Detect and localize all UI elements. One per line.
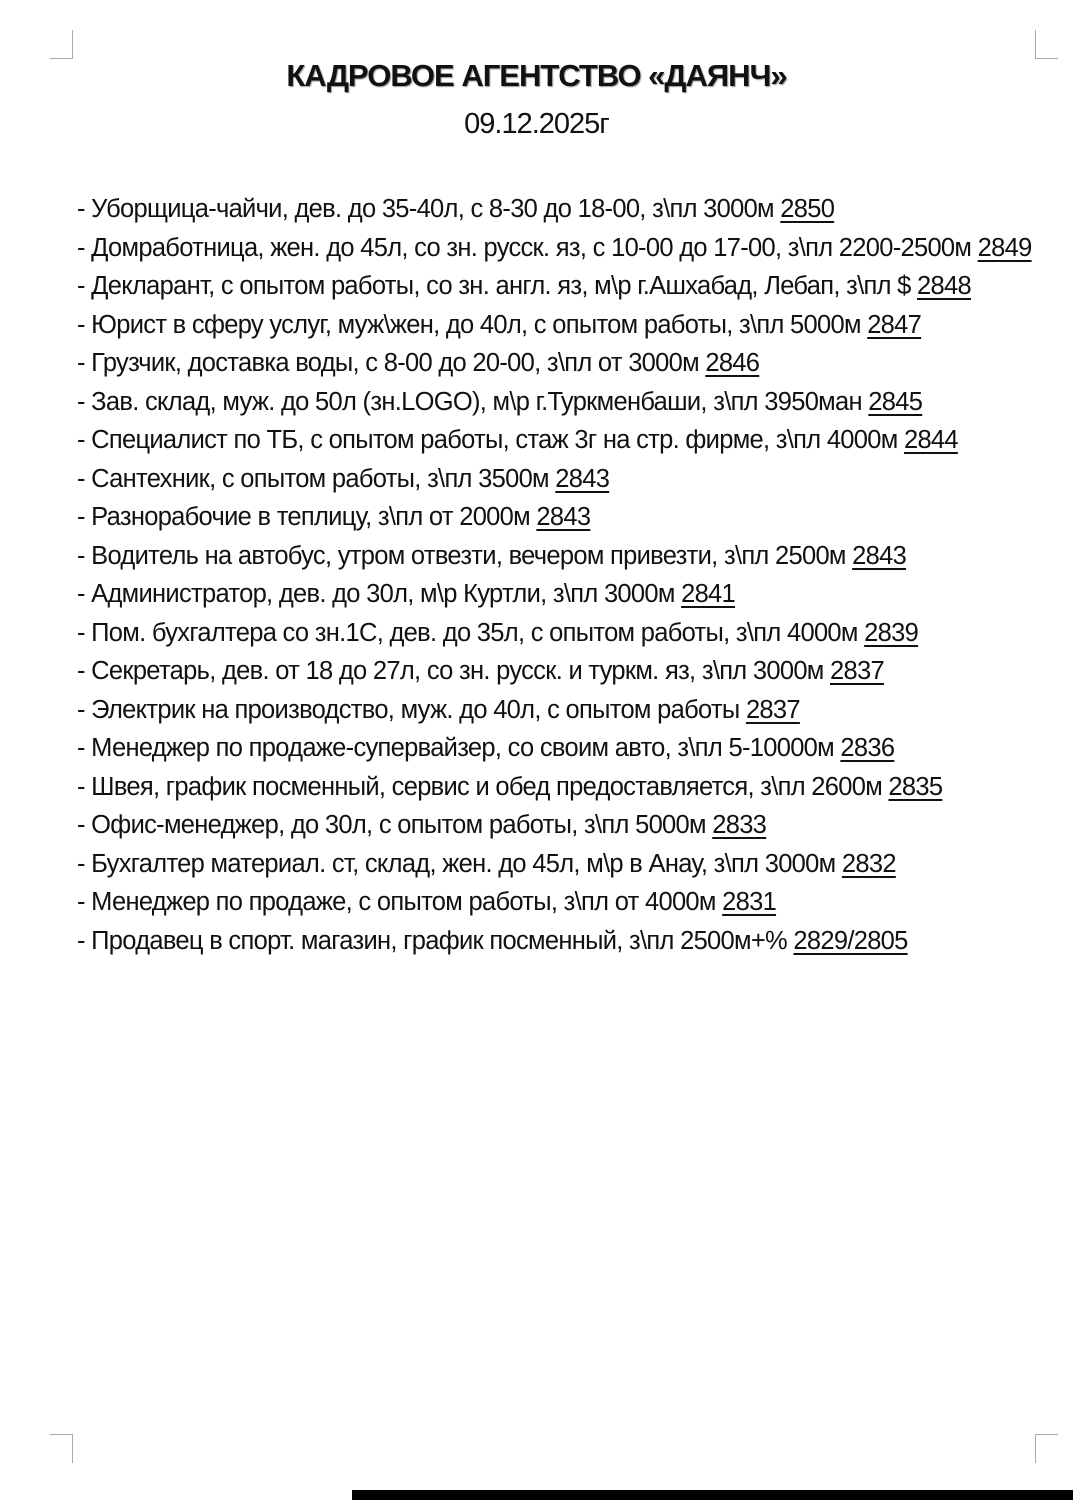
vacancy-text: - Зав. склад, муж. до 50л (зн.LOGO), м\р г.Туркменбаши, з\пл 3950ман — [77, 387, 869, 416]
vacancy-item — [77, 306, 1042, 345]
vacancy-item — [77, 190, 1042, 229]
vacancy-code: 2849 — [977, 233, 1032, 262]
vacancy-text: - Грузчик, доставка воды, с 8-00 до 20-00, з\пл от 3000м — [77, 349, 706, 377]
vacancy-item — [77, 460, 1042, 499]
vacancy-item — [77, 537, 1042, 576]
vacancy-text: - Юрист в сферу услуг, муж\жен, до 40л, с опытом работы, з\пл 5000м — [77, 310, 868, 339]
vacancy-text: - Декларант, с опытом работы, со зн. англ. яз, м\р г.Ашхабад, Лебап, з\пл $ — [77, 272, 918, 300]
page-corner-mark — [50, 30, 73, 59]
vacancy-text: - Сантехник, с опытом работы, з\пл 3500м — [77, 464, 556, 493]
vacancy-code: 2846 — [705, 349, 760, 377]
vacancy-code: 2845 — [868, 387, 923, 416]
vacancy-text: - Менеджер по продаже-супервайзер, со своим авто, з\пл 5-10000м — [77, 734, 841, 762]
vacancy-code: 2833 — [712, 811, 767, 839]
vacancy-code: 2850 — [780, 195, 835, 223]
vacancy-code: 2843 — [852, 541, 907, 570]
vacancy-code: 2847 — [867, 310, 922, 339]
vacancy-text: - Продавец в спорт. магазин, график посменный, з\пл 2500м+% — [77, 926, 794, 955]
vacancy-code: 2843 — [536, 503, 591, 531]
vacancy-item — [77, 498, 1042, 537]
vacancy-text: - Офис-менеджер, до 30л, с опытом работы, з\пл 5000м — [77, 811, 713, 839]
vacancy-text: - Пом. бухгалтера со зн.1С, дев. до 35л, с опытом работы, з\пл 4000м — [77, 618, 865, 647]
vacancy-text: - Уборщица-чайчи, дев. до 35-40л, с 8-30 до 18-00, з\пл 3000м — [77, 195, 781, 223]
document-title: КАДРОВОЕ АГЕНТСТВО «ДАЯНЧ» — [286, 58, 787, 93]
vacancy-text: - Секретарь, дев. от 18 до 27л, со зн. русск. и туркм. яз, з\пл 3000м — [77, 657, 831, 685]
vacancy-item — [77, 421, 1042, 460]
vacancy-text: - Электрик на производство, муж. до 40л, с опытом работы — [77, 695, 746, 724]
vacancy-code: 2837 — [830, 657, 884, 685]
vacancy-code: 2841 — [681, 580, 736, 608]
vacancy-item — [77, 652, 1042, 691]
vacancy-item — [77, 267, 1042, 306]
vacancy-code: 2832 — [841, 849, 896, 878]
vacancy-text: - Разнорабочие в теплицу, з\пл от 2000м — [77, 503, 537, 531]
vacancy-text: - Менеджер по продаже, с опытом работы, з\пл от 4000м — [77, 888, 723, 916]
document-date: 09.12.2025г — [464, 108, 609, 140]
vacancy-code: 2839 — [864, 618, 919, 647]
vacancy-text: - Домработница, жен. до 45л, со зн. русск. яз, с 10-00 до 17-00, з\пл 2200-2500м — [77, 233, 978, 262]
page-corner-mark — [50, 1434, 73, 1463]
vacancy-text: - Швея, график посменный, сервис и обед предоставляется, з\пл 2600м — [77, 772, 889, 801]
vacancy-item — [77, 614, 1042, 653]
vacancy-text: - Администратор, дев. до 30л, м\р Куртли, з\пл 3000м — [77, 580, 682, 608]
vacancy-code: 2829/2805 — [793, 926, 908, 955]
page-corner-mark — [1035, 30, 1058, 59]
vacancy-code: 2837 — [745, 695, 800, 724]
vacancy-text: - Специалист по ТБ, с опытом работы, стаж 3г на стр. фирме, з\пл 4000м — [77, 426, 904, 454]
vacancy-code: 2843 — [555, 464, 610, 493]
vacancy-item — [77, 845, 1042, 884]
vacancy-item — [77, 229, 1042, 268]
vacancy-code: 2831 — [722, 888, 777, 916]
vacancy-text: - Бухгалтер материал. ст, склад, жен. до 45л, м\р в Анау, з\пл 3000м — [77, 849, 842, 878]
vacancy-item — [77, 691, 1042, 730]
vacancy-item — [77, 922, 1042, 961]
vacancy-item — [77, 768, 1042, 807]
bottom-bar — [352, 1490, 1073, 1500]
vacancy-item — [77, 729, 1042, 768]
vacancy-item — [77, 344, 1042, 383]
vacancy-item — [77, 383, 1042, 422]
page-corner-mark — [1035, 1434, 1058, 1463]
vacancy-item — [77, 575, 1042, 614]
vacancy-list — [77, 190, 1042, 960]
vacancy-code: 2836 — [840, 734, 895, 762]
vacancy-code: 2848 — [917, 272, 971, 300]
vacancy-code: 2835 — [888, 772, 943, 801]
vacancy-code: 2844 — [903, 426, 958, 454]
vacancy-item — [77, 806, 1042, 845]
vacancy-text: - Водитель на автобус, утром отвезти, вечером привезти, з\пл 2500м — [77, 541, 853, 570]
vacancy-item — [77, 883, 1042, 922]
